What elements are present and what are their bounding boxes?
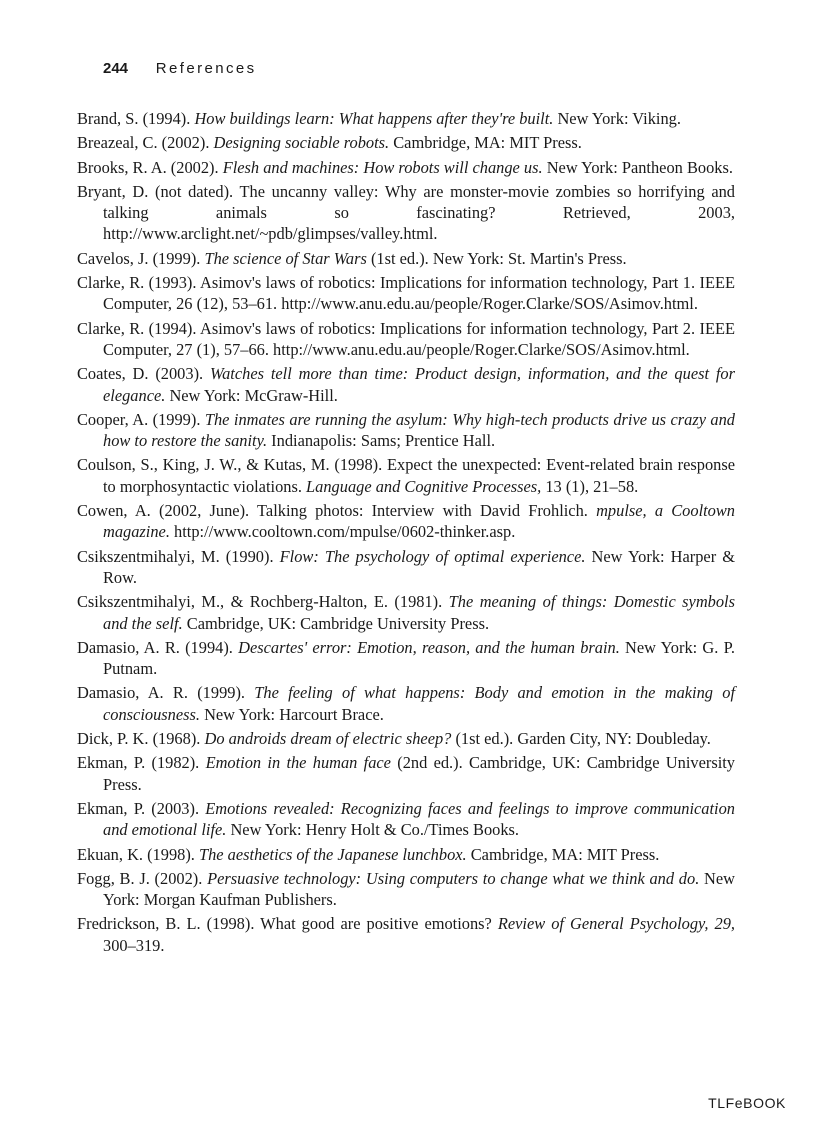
reference-entry: Clarke, R. (1994). Asimov's laws of robotics: Implications for information technology, Part 2. IEEE Computer, 27 (1), 57–66. http://www.anu.edu.au/people/Roger.Clarke/SOS/Asimov.html. <box>77 318 735 359</box>
reference-entry: Cowen, A. (2002, June). Talking photos: Interview with David Frohlich. mpulse, a Cooltown magazine. http://www.cooltown.com/mpulse/0602-thinker.asp. <box>77 501 736 542</box>
reference-entry: Cavelos, J. (1999). The science of Star Wars (1st ed.). New York: St. Martin's Press. <box>77 248 627 268</box>
reference-list <box>77 108 735 959</box>
reference-entry: Ekman, P. (1982). Emotion in the human face (2nd ed.). Cambridge, UK: Cambridge University Press. <box>77 753 736 794</box>
reference-entry: Coates, D. (2003). Watches tell more than time: Product design, information, and the quest for elegance. New York: McGraw-Hill. <box>77 364 735 405</box>
reference-entry: Brand, S. (1994). How buildings learn: What happens after they're built. New York: Viking. <box>77 109 681 128</box>
reference-entry: Bryant, D. (not dated). The uncanny valley: Why are monster-movie zombies so horrifying and talking animals so fascinating? Retrieved, 2003, http://www.arclight.net/~pdb/glimpses/valley.html. <box>77 181 735 244</box>
reference-entry: Ekuan, K. (1998). The aesthetics of the Japanese lunchbox. Cambridge, MA: MIT Press. <box>77 844 660 864</box>
reference-entry: Breazeal, C. (2002). Designing sociable robots. Cambridge, MA: MIT Press. <box>77 133 582 153</box>
reference-entry: Cooper, A. (1999). The inmates are running the asylum: Why high-tech products drive us crazy and how to restore the sanity. Indianapolis: Sams; Prentice Hall. <box>77 409 736 451</box>
page-header <box>103 60 257 78</box>
page-number: 244 <box>103 60 129 77</box>
reference-entry: Coulson, S., King, J. W., & Kutas, M. (1998). Expect the unexpected: Event-related brain response to morphosyntactic violations. Language and Cognitive Processes, 13 (1), 21–58. <box>77 455 735 496</box>
reference-entry: Damasio, A. R. (1999). The feeling of what happens: Body and emotion in the making of consciousness. New York: Harcourt Brace. <box>77 683 735 724</box>
reference-entry: Clarke, R. (1993). Asimov's laws of robotics: Implications for information technology, Part 1. IEEE Computer, 26 (12), 53–61. http://www.anu.edu.au/people/Roger.Clarke/SOS/Asimov.html. <box>77 273 735 314</box>
reference-entry: Csikszentmihalyi, M., & Rochberg-Halton, E. (1981). The meaning of things: Domestic symbols and the self. Cambridge, UK: Cambridge University Press. <box>77 592 735 633</box>
reference-entry: Brooks, R. A. (2002). Flesh and machines: How robots will change us. New York: Pantheon Books. <box>77 157 733 177</box>
reference-entry: Fogg, B. J. (2002). Persuasive technology: Using computers to change what we think and do. New York: Morgan Kaufman Publishers. <box>77 868 736 910</box>
reference-entry: Ekman, P. (2003). Emotions revealed: Recognizing faces and feelings to improve communication and emotional life. New York: Henry Holt & Co./Times Books. <box>77 798 735 840</box>
reference-entry: Fredrickson, B. L. (1998). What good are positive emotions? Review of General Psychology, 29, 300–319. <box>77 914 736 955</box>
footer-watermark: TLFeBOOK <box>708 1095 786 1111</box>
reference-entry: Dick, P. K. (1968). Do androids dream of electric sheep? (1st ed.). Garden City, NY: Doubleday. <box>77 729 711 749</box>
reference-entry: Csikszentmihalyi, M. (1990). Flow: The psychology of optimal experience. New York: Harper & Row. <box>77 546 735 587</box>
running-title: References <box>155 60 257 77</box>
reference-entry: Damasio, A. R. (1994). Descartes' error: Emotion, reason, and the human brain. New York: G. P. Putnam. <box>77 637 735 679</box>
